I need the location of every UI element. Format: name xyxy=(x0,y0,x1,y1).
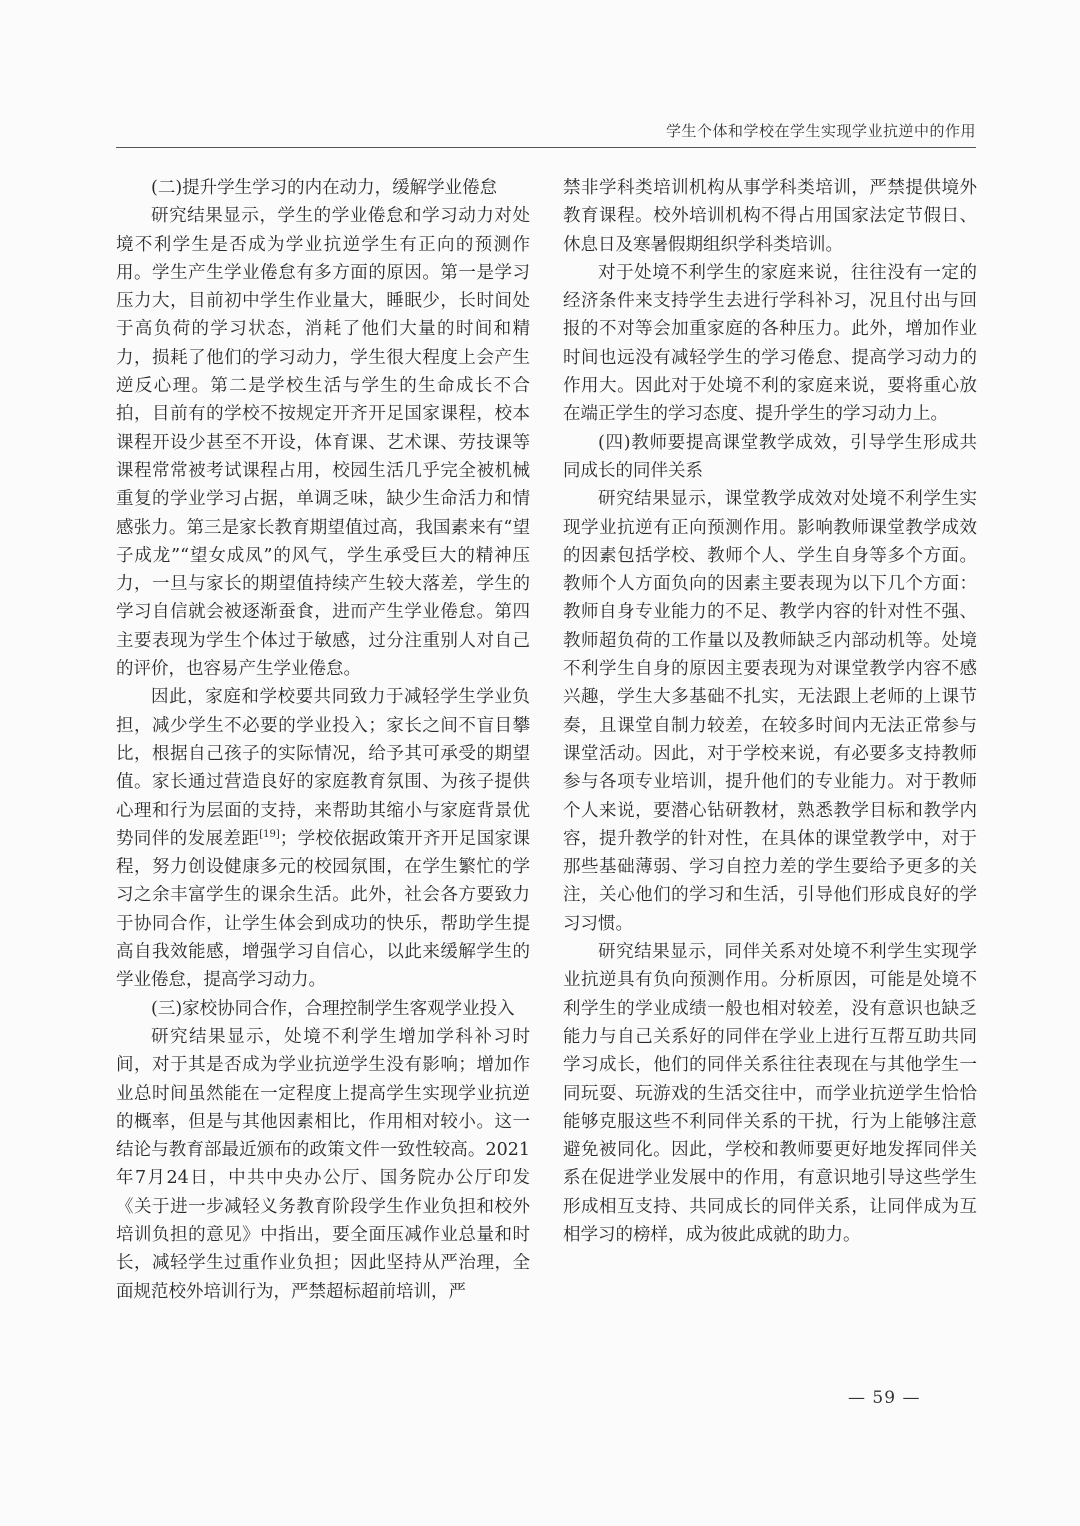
paragraph xyxy=(116,683,530,994)
paragraph: 研究结果显示，同伴关系对处境不利学生实现学业抗逆具有负向预测作用。分析原因，可能是处境不利学生的学业成绩一般也相对较差，没有意识也缺乏能力与自己关系好的同伴在学业上进行互帮互助共同学习成长，他们的同伴关系往往表现在与其他学生一同玩耍、玩游戏的生活交往中，而学业抗逆学生恰恰能够克服这些不利同伴关系的干扰，行为上能够注意避免被同化。因此，学校和教师要更好地发挥同伴关系在促进学业发展中的作用，有意识地引导这些学生形成相互支持、共同成长的同伴关系，让同伴成为互相学习的榜样，成为彼此成就的助力。 xyxy=(563,942,977,1245)
citation-ref: [19] xyxy=(259,829,280,840)
left-column xyxy=(116,174,530,1306)
paragraph-continued: 禁非学科类培训机构从事学科类培训，严禁提供境外教育课程。校外培训机构不得占用国家法定节假日、休息日及寒暑假期组织学科类培训。 xyxy=(563,178,977,255)
paragraph-text: ；学校依据政策开齐开足国家课程，努力创设健康多元的校园氛围，在学生繁忙的学习之余丰富学生的课余生活。此外，社会各方要致力于协同合作，让学生体会到成功的快乐，帮助学生提高自我效能感，增强学习自信心，以此来缓解学生的学业倦怠，提高学习动力。 xyxy=(116,828,531,991)
paragraph: 研究结果显示，学生的学业倦怠和学习动力对处境不利学生是否成为学业抗逆学生有正向的预测作用。学生产生学业倦怠有多方面的原因。第一是学习压力大，目前初中学生作业量大，睡眠少，长时间处于高负荷的学习状态，消耗了他们大量的时间和精力，损耗了他们的学习动力，学生很大程度上会产生逆反心理。第二是学校生活与学生的生命成长不合拍，目前有的学校不按规定开齐开足国家课程，校本课程开设少甚至不开设，体育课、艺术课、劳技课等课程常常被考试课程占用，校园生活几乎完全被机械重复的学业学习占据，单调乏味，缺少生命活力和情感张力。第三是家长教育期望值过高，我国素来有“望子成龙”“望女成凤”的风气，学生承受巨大的精神压力，一旦与家长的期望值持续产生较大落差，学生的学习自信就会被逐渐蚕食，进而产生学业倦怠。第四主要表现为学生个体过于敏感，过分注重别人对自己的评价，也容易产生学业倦怠。 xyxy=(116,206,530,680)
paragraph-text: 因此，家庭和学校要共同致力于减轻学生学业负担，减少学生不必要的学业投入；家长之间不盲目攀比，根据自己孩子的实际情况，给予其可承受的期望值。家长通过营造良好的家庭教育氛围、为孩子提供心理和行为层面的支持，来帮助其缩小与家庭背景优势同伴的发展差距 xyxy=(116,687,530,849)
section-heading-4: (四)教师要提高课堂教学成效，引导学生形成共同成长的同伴关系 xyxy=(563,432,977,481)
paragraph: 对于处境不利学生的家庭来说，往往没有一定的经济条件来支持学生去进行学科补习，况且付出与回报的不对等会加重家庭的各种压力。此外，增加作业时间也远没有减轻学生的学习倦怠、提高学习动力的作用大。因此对于处境不利的家庭来说，要将重心放在端正学生的学习态度、提升学生的学习动力上。 xyxy=(563,262,977,425)
section-heading-2: (二)提升学生学习的内在动力，缓解学业倦怠 xyxy=(151,178,498,198)
page-number: — 59 — xyxy=(848,1388,921,1408)
header-rule xyxy=(116,147,976,148)
right-column xyxy=(563,174,977,1249)
paragraph: 研究结果显示，处境不利学生增加学科补习时间，对于其是否成为学业抗逆学生没有影响；增加作业总时间虽然能在一定程度上提高学生实现学业抗逆的概率，但是与其他因素相比，作用相对较小。这一结论与教育部最近颁布的政策文件一致性较高。2021年7月24日，中共中央办公厅、国务院办公厅印发《关于进一步减轻义务教育阶段学生作业负担和校外培训负担的意见》中指出，要全面压减作业总量和时长，减轻学生过重作业负担；因此坚持从严治理，全面规范校外培训行为，严禁超标超前培训，严 xyxy=(116,1026,530,1302)
paragraph: 研究结果显示，课堂教学成效对处境不利学生实现学业抗逆有正向预测作用。影响教师课堂教学成效的因素包括学校、教师个人、学生自身等多个方面。教师个人方面负向的因素主要表现为以下几个方面：教师自身专业能力的不足、教学内容的针对性不强、教师超负荷的工作量以及教师缺乏内部动机等。处境不利学生自身的原因主要表现为对课堂教学内容不感兴趣，学生大多基础不扎实，无法跟上老师的上课节奏，且课堂自制力较差，在较多时间内无法正常参与课堂活动。因此，对于学校来说，有必要多支持教师参与各项专业培训，提升他们的专业能力。对于教师个人来说，要潜心钻研教材，熟悉教学目标和教学内容，提升教学的针对性，在具体的课堂教学中，对于那些基础薄弱、学习自控力差的学生要给予更多的关注，关心他们的学习和生活，引导他们形成良好的学习习惯。 xyxy=(563,489,977,934)
running-header-title: 学生个体和学校在学生实现学业抗逆中的作用 xyxy=(665,122,976,140)
section-heading-3: (三)家校协同合作，合理控制学生客观学业投入 xyxy=(151,998,515,1019)
